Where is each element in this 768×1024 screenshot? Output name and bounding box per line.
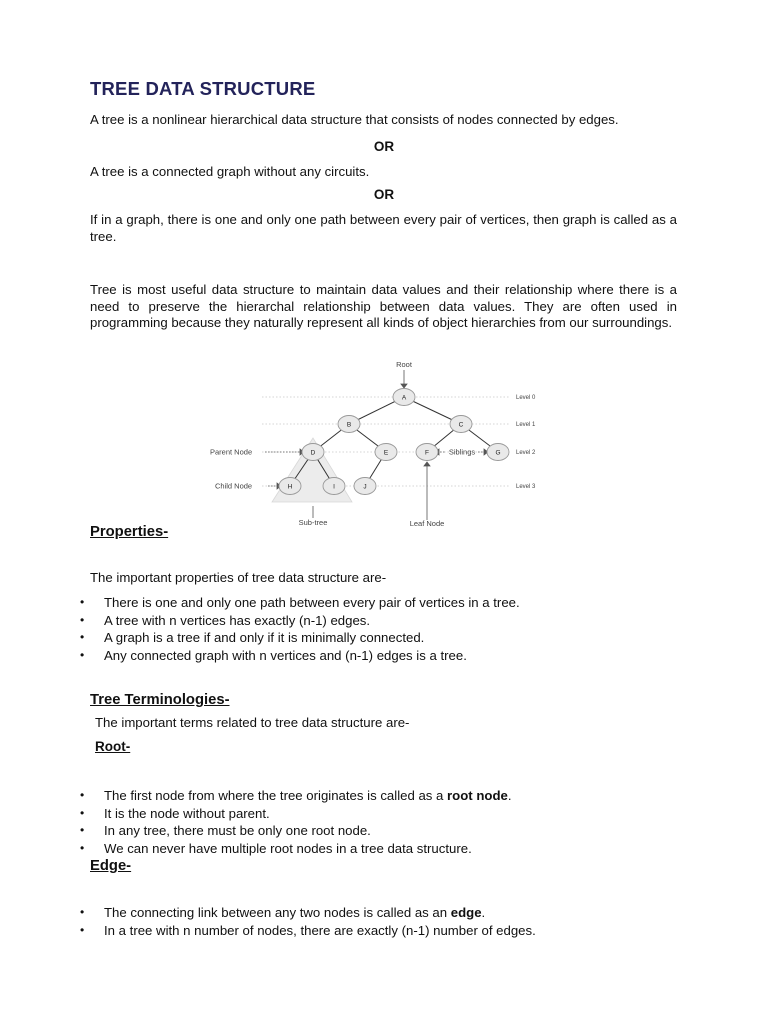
list-item: • We can never have multiple root nodes in a tree data structure.: [80, 840, 472, 856]
list-item: • In a tree with n number of nodes, there are exactly (n-1) number of edges.: [80, 922, 536, 938]
node-label-b: B: [346, 421, 352, 429]
tree-diagram: [200, 356, 550, 526]
node-label-a: A: [401, 394, 407, 402]
root-annotation: Root: [396, 360, 412, 369]
or-separator-1: OR: [373, 139, 395, 154]
page-title: TREE DATA STRUCTURE: [90, 78, 316, 99]
list-item: • A tree with n vertices has exactly (n-1) edges.: [80, 612, 371, 628]
siblings-annotation: Siblings: [448, 447, 476, 457]
list-item: • There is one and only one path between every pair of vertices in a tree.: [80, 595, 520, 610]
root-list: [80, 787, 512, 857]
level-1-label: Level 1: [516, 422, 536, 428]
terminologies-heading: Tree Terminologies-: [90, 692, 230, 708]
child-node-annotation: Child Node: [215, 481, 253, 491]
node-label-f: F: [425, 449, 429, 457]
list-item: • A graph is a tree if and only if it is minimally connected.: [80, 630, 425, 645]
properties-heading: Properties-: [90, 524, 169, 540]
edge-heading: Edge-: [90, 858, 132, 874]
level-0-label: Level 0: [516, 395, 536, 401]
properties-intro: The important properties of tree data structure are-: [90, 570, 387, 585]
parent-node-annotation: Parent Node: [210, 447, 253, 457]
usefulness-paragraph: Tree is most useful data structure to maintain data values and their relationship where there is a need to preserve the hierarchal relationship between data values. They are often used in programming because they naturally represent all kinds of object hierarchies from our surroundings.: [90, 282, 677, 330]
node-label-h: H: [287, 483, 293, 491]
definition-2: A tree is a connected graph without any circuits.: [90, 164, 370, 179]
leaf-node-annotation: Leaf Node: [409, 519, 445, 526]
level-2-label: Level 2: [516, 450, 536, 456]
root-heading: Root-: [95, 739, 131, 754]
list-item: • The first node from where the tree originates is called as a root node.: [80, 788, 512, 803]
or-separator-2: OR: [373, 187, 395, 202]
list-item: • The connecting link between any two nodes is called as an edge.: [80, 905, 486, 920]
properties-list: [80, 594, 520, 664]
subtree-annotation: Sub-tree: [298, 518, 328, 526]
list-item: • It is the node without parent.: [80, 805, 270, 821]
list-item: • Any connected graph with n vertices and (n-1) edges is a tree.: [80, 647, 467, 663]
list-item: • In any tree, there must be only one root node.: [80, 823, 371, 838]
node-label-g: G: [495, 449, 501, 457]
node-label-j: J: [363, 483, 367, 491]
node-label-d: D: [310, 449, 316, 457]
node-label-i: I: [333, 483, 335, 491]
node-label-e: E: [383, 449, 389, 457]
edge-list: [80, 904, 536, 939]
terminologies-intro: The important terms related to tree data structure are-: [95, 715, 410, 730]
definition-1: A tree is a nonlinear hierarchical data structure that consists of nodes connected by edges.: [90, 112, 619, 127]
node-label-c: C: [458, 421, 464, 429]
definition-3: If in a graph, there is one and only one path between every pair of vertices, then graph is called as a tree.: [90, 212, 677, 244]
level-3-label: Level 3: [516, 484, 536, 490]
